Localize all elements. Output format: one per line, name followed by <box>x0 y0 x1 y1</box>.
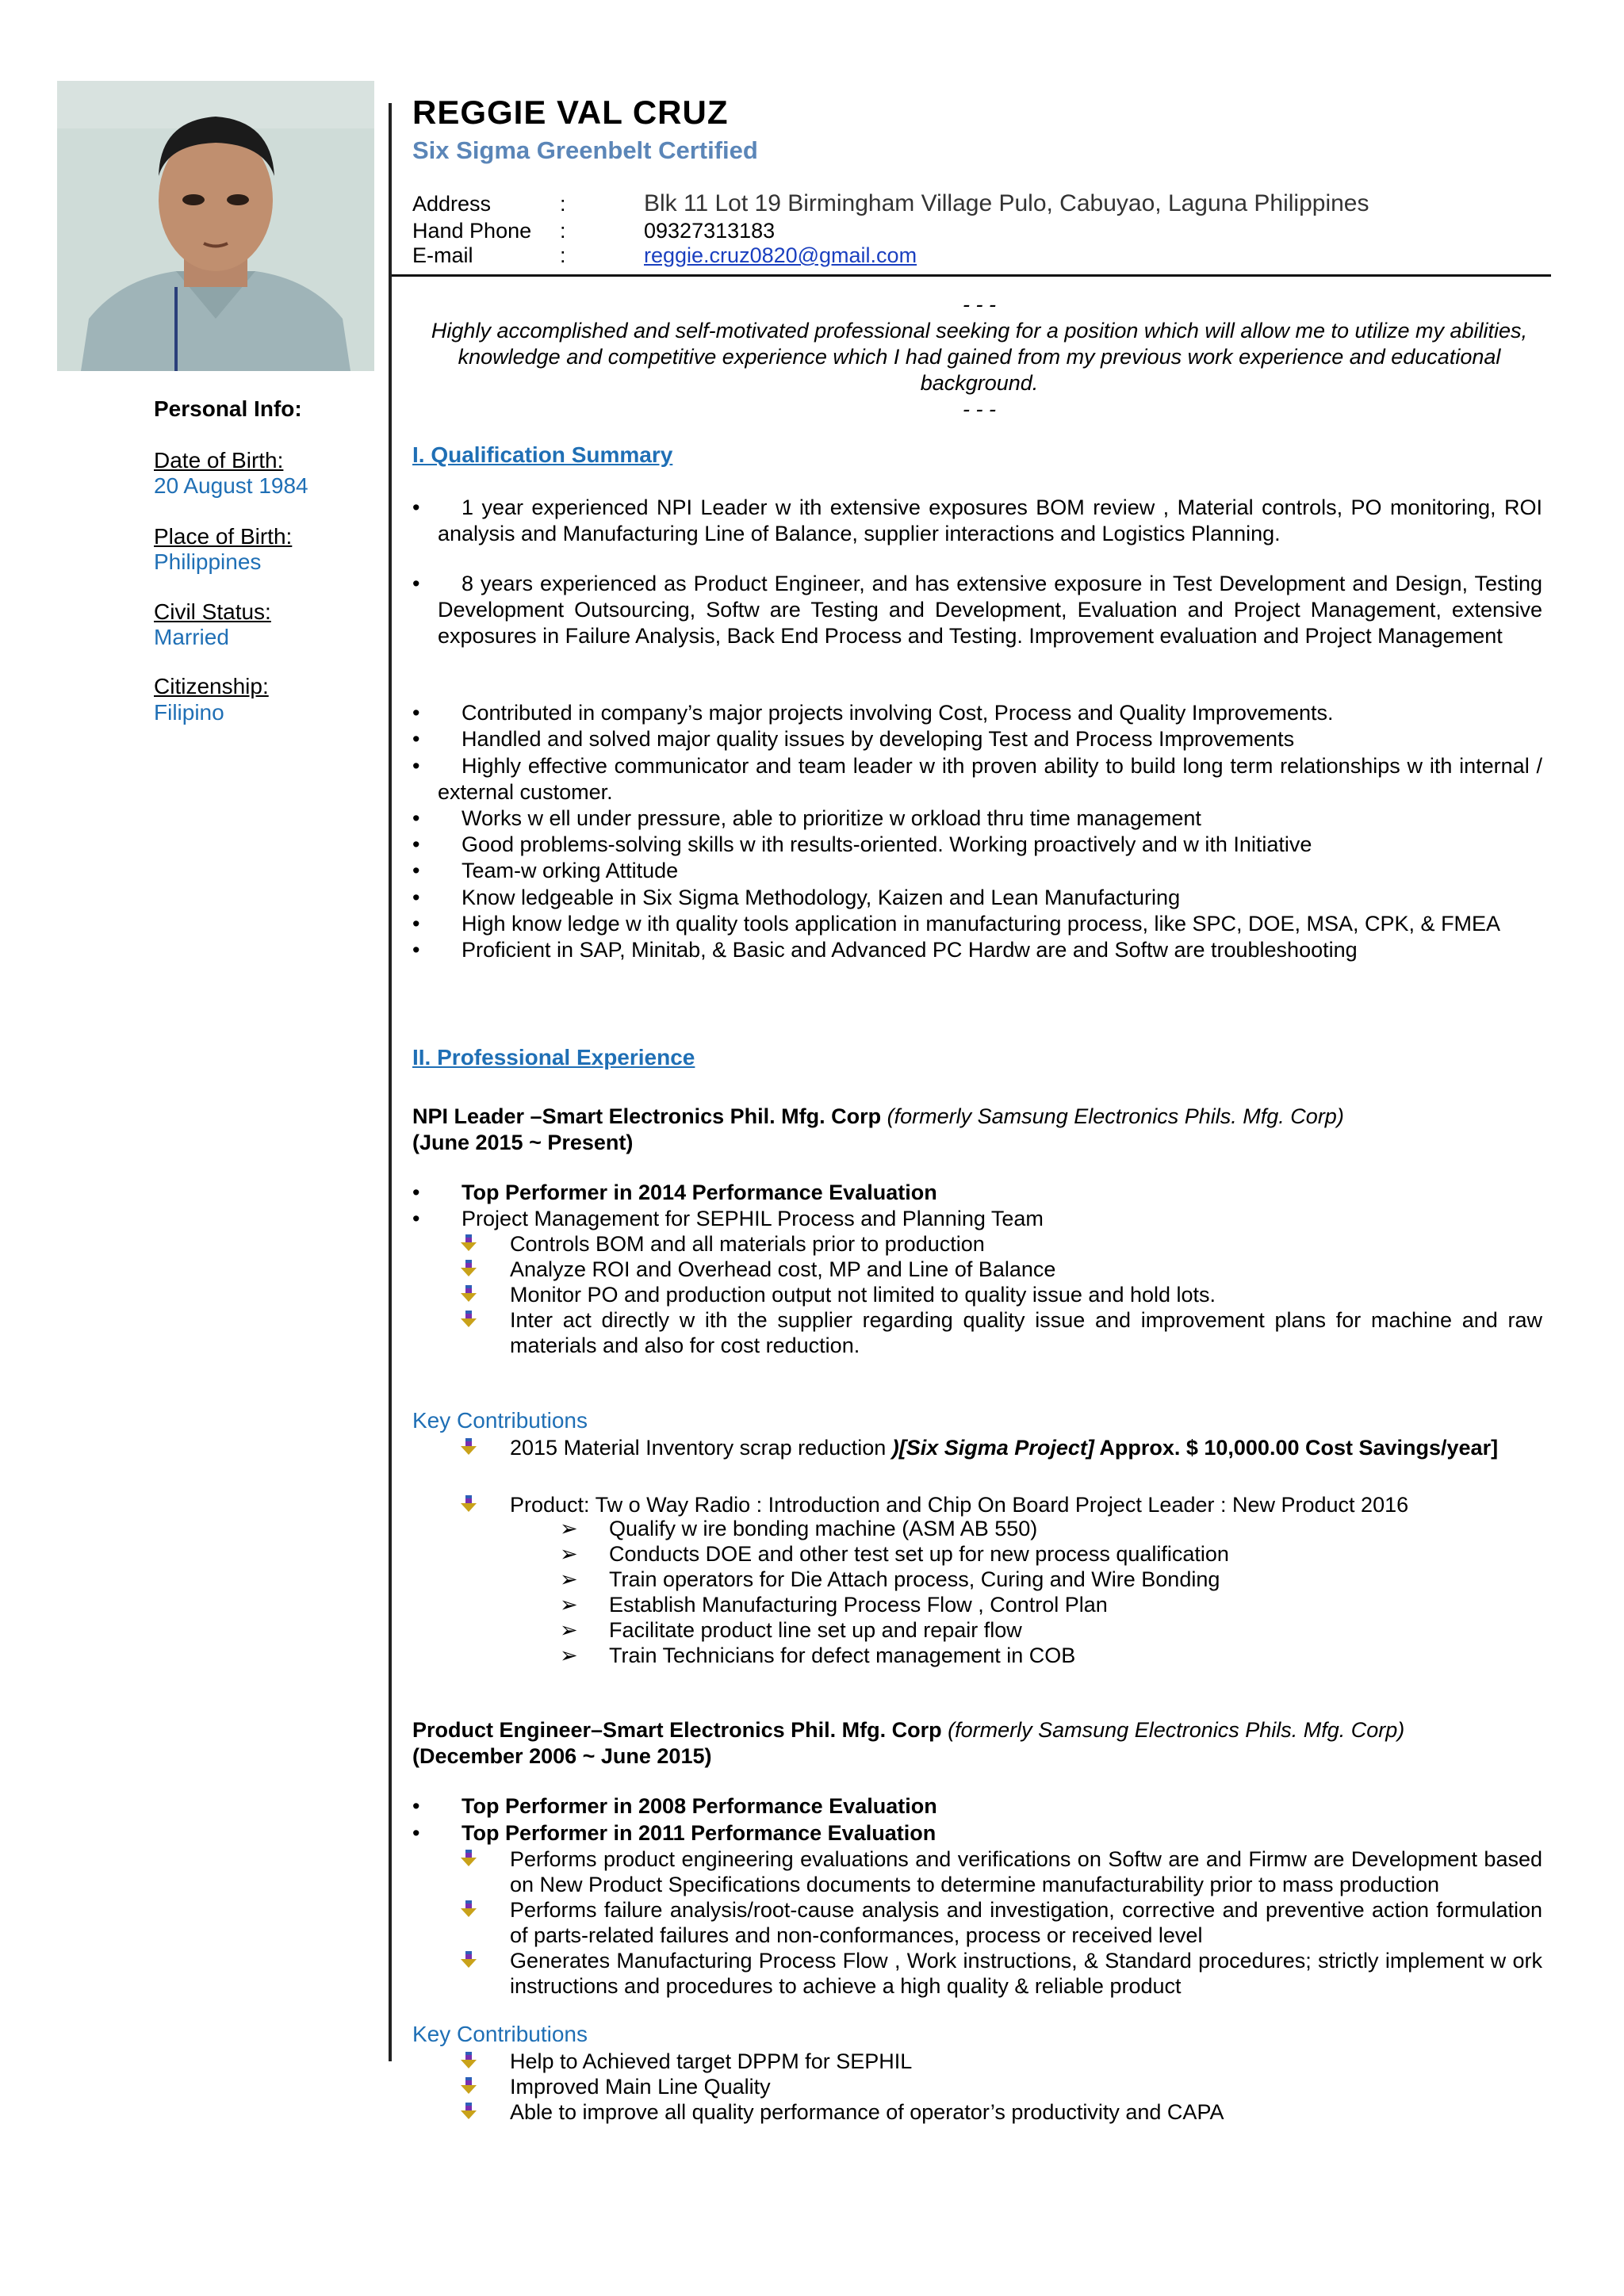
candidate-name: REGGIE VAL CRUZ <box>412 94 729 131</box>
phone-value: 09327313183 <box>644 219 776 243</box>
email-colon: : <box>560 243 566 267</box>
job1-sub-item: Analyze ROI and Overhead cost, MP and Line of Balance <box>460 1257 1542 1282</box>
job1-header <box>412 1104 1546 1156</box>
arrowhead-icon: ➢ <box>560 1593 578 1617</box>
qualification-item: • Highly effective communicator and team leader w ith proven ability to build long term relationships w ith internal / external customer. <box>412 754 1542 804</box>
down-arrow-icon <box>460 1900 477 1918</box>
job2-highlight: • Top Performer in 2008 Performance Evaluation <box>412 1794 937 1818</box>
down-arrow-icon <box>460 1495 477 1513</box>
job1-arrow-item: ➢ Establish Manufacturing Process Flow , Control Plan <box>560 1593 1108 1617</box>
job2-sub-item: Generates Manufacturing Process Flow , Work instructions, & Standard procedures; strictly implement w ork instructions and procedures to achieve a high quality & reliable product <box>460 1948 1542 1999</box>
dob-value: 20 August 1984 <box>154 473 308 498</box>
job1-highlight: • Top Performer in 2014 Performance Evaluation <box>412 1181 937 1204</box>
qualification-item: • Good problems-solving skills w ith results-oriented. Working proactively and w ith Initiative <box>412 832 1312 856</box>
job1-key-contribution: 2015 Material Inventory scrap reduction )[Six Sigma Project] Approx. $ 10,000.00 Cost Savings/year] <box>460 1435 1570 1460</box>
job2-role: Product Engineer–Smart Electronics Phil. Mfg. Corp <box>412 1718 942 1742</box>
objective-block <box>412 292 1546 423</box>
profile-photo <box>57 81 374 371</box>
job2-key-contributions-label: Key Contributions <box>412 2022 588 2046</box>
job2-highlight: • Top Performer in 2011 Performance Evaluation <box>412 1821 936 1845</box>
job2-sub-item: Performs product engineering evaluations and verifications on Softw are and Firmw are Development based on New Product Specifications documents to determine manufacturability prior to mass production <box>460 1846 1542 1897</box>
email-link[interactable]: reggie.cruz0820@gmail.com <box>644 243 917 267</box>
qualification-item: • 8 years experienced as Product Engineer, and has extensive exposure in Test Development and Design, Testing Development Outsourcing, Softw are Testing and Development, Evaluation and Project Management, extensive exposures in Failure Analysis, Back End Process and Testing. Improvement evaluation and Project Management <box>412 572 1542 648</box>
qualification-item: • Team-w orking Attitude <box>412 859 679 882</box>
pob-value: Philippines <box>154 549 262 574</box>
qualification-item: • Handled and solved major quality issues by developing Test and Process Improvements <box>412 727 1295 751</box>
qualification-item: • Proficient in SAP, Minitab, & Basic and Advanced PC Hardw are and Softw are troubleshooting <box>412 938 1358 962</box>
job1-item: • Project Management for SEPHIL Process and Planning Team <box>412 1207 1044 1230</box>
job2-key-contribution: Help to Achieved target DPPM for SEPHIL <box>460 2049 1542 2074</box>
address-value: Blk 11 Lot 19 Birmingham Village Pulo, Cabuyao, Laguna Philippines <box>644 190 1369 216</box>
job1-sub-item: Controls BOM and all materials prior to production <box>460 1231 1542 1257</box>
contact-phone-row <box>412 219 1538 244</box>
sidebar-divider <box>389 103 392 2061</box>
personal-info-heading: Personal Info: <box>154 396 302 421</box>
down-arrow-icon <box>460 1438 477 1456</box>
down-arrow-icon <box>460 2077 477 2095</box>
objective-dashes-top: - - - <box>963 293 996 316</box>
job2-dates: (December 2006 ~ June 2015) <box>412 1744 712 1768</box>
arrowhead-icon: ➢ <box>560 1567 578 1591</box>
job2-key-contribution: Improved Main Line Quality <box>460 2074 1542 2099</box>
job2-sub-item: Performs failure analysis/root-cause analysis and investigation, corrective and preventive action formulation of parts-related failures and non-conformances, process or received level <box>460 1897 1542 1948</box>
qualification-item: • High know ledge w ith quality tools application in manufacturing process, like SPC, DOE, MSA, CPK, & FMEA <box>412 912 1501 936</box>
down-arrow-icon <box>460 1260 477 1277</box>
contact-email-row <box>412 243 1538 269</box>
job1-key-contribution: Product: Tw o Way Radio : Introduction and Chip On Board Project Leader : New Product 2016 <box>460 1492 1542 1517</box>
qualification-item: • Know ledgeable in Six Sigma Methodology, Kaizen and Lean Manufacturing <box>412 886 1181 909</box>
arrowhead-icon: ➢ <box>560 1542 578 1566</box>
job1-formerly: (formerly Samsung Electronics Phils. Mfg. Corp) <box>887 1104 1344 1128</box>
address-colon: : <box>560 192 566 216</box>
down-arrow-icon <box>460 1285 477 1303</box>
job1-role: NPI Leader –Smart Electronics Phil. Mfg. Corp <box>412 1104 882 1128</box>
job1-arrow-item: ➢ Train Technicians for defect management in COB <box>560 1644 1076 1667</box>
job2-key-contribution: Able to improve all quality performance of operator’s productivity and CAPA <box>460 2099 1542 2125</box>
qualification-item: • Works w ell under pressure, able to prioritize w orkload thru time management <box>412 806 1201 830</box>
civil-status-value: Married <box>154 625 229 649</box>
job1-key-contributions-label: Key Contributions <box>412 1408 588 1433</box>
phone-colon: : <box>560 219 566 243</box>
phone-label: Hand Phone <box>412 219 532 243</box>
job1-sub-item: Monitor PO and production output not limited to quality issue and hold lots. <box>460 1282 1542 1307</box>
job2-formerly: (formerly Samsung Electronics Phils. Mfg. Corp) <box>948 1718 1405 1742</box>
qualification-item: • 1 year experienced NPI Leader w ith extensive exposures BOM review , Material controls, PO monitoring, ROI analysis and Manufacturing Line of Balance, supplier interactions and Logistics Planning. <box>412 496 1542 545</box>
job1-arrow-item: ➢ Train operators for Die Attach process, Curing and Wire Bonding <box>560 1567 1220 1591</box>
citizenship-label: Citizenship: <box>154 674 269 698</box>
address-label: Address <box>412 192 492 216</box>
down-arrow-icon <box>460 1311 477 1328</box>
down-arrow-icon <box>460 1951 477 1969</box>
professional-experience-title: II. Professional Experience <box>412 1045 695 1070</box>
job1-dates: (June 2015 ~ Present) <box>412 1131 634 1154</box>
certification-subtitle: Six Sigma Greenbelt Certified <box>412 136 758 164</box>
arrowhead-icon: ➢ <box>560 1618 578 1642</box>
arrowhead-icon: ➢ <box>560 1517 578 1540</box>
arrowhead-icon: ➢ <box>560 1644 578 1667</box>
down-arrow-icon <box>460 1234 477 1252</box>
contact-address-row <box>412 192 1538 219</box>
citizenship-value: Filipino <box>154 700 224 725</box>
job1-arrow-item: ➢ Conducts DOE and other test set up for new process qualification <box>560 1542 1229 1566</box>
job1-sub-item: Inter act directly w ith the supplier regarding quality issue and improvement plans for machine and raw materials and also for cost reduction. <box>460 1307 1542 1358</box>
qualification-summary-title: I. Qualification Summary <box>412 442 673 467</box>
pob-label: Place of Birth: <box>154 524 293 549</box>
job2-header <box>412 1717 1546 1770</box>
down-arrow-icon <box>460 2103 477 2120</box>
profile-photo-image <box>57 81 374 371</box>
down-arrow-icon <box>460 1850 477 1867</box>
civil-status-label: Civil Status: <box>154 599 271 624</box>
job1-arrow-item: ➢ Facilitate product line set up and repair flow <box>560 1618 1022 1642</box>
down-arrow-icon <box>460 2052 477 2069</box>
header-divider <box>392 274 1551 277</box>
qualification-item: • Contributed in company’s major projects involving Cost, Process and Quality Improvements. <box>412 701 1334 725</box>
email-label: E-mail <box>412 243 473 267</box>
objective-dashes-bottom: - - - <box>963 397 996 421</box>
job1-arrow-item: ➢ Qualify w ire bonding machine (ASM AB 550) <box>560 1517 1038 1540</box>
objective-text: Highly accomplished and self-motivated professional seeking for a position which will allow me to utilize my abilities, knowledge and competitive experience which I had gained from my previous work experience and educational background. <box>431 319 1528 395</box>
dob-label: Date of Birth: <box>154 448 284 473</box>
